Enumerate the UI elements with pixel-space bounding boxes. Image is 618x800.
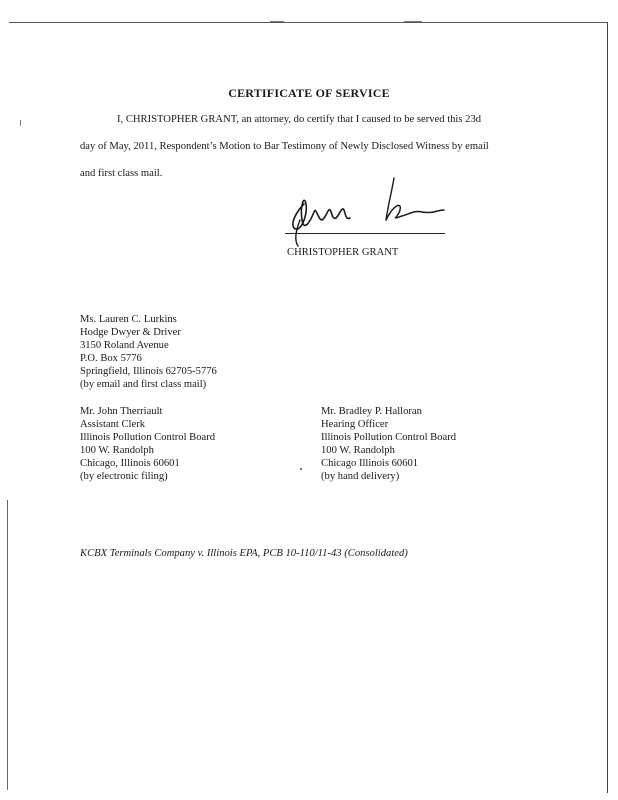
handwritten-signature [282,176,452,248]
address-line: 100 W. Randolph [80,445,154,457]
scan-mark [20,120,21,126]
address-line: Mr. John Therriault [80,406,163,417]
address-line: 100 W. Randolph [321,445,395,457]
address-line: (by electronic filing) [80,471,168,483]
address-line: Illinois Pollution Control Board [321,432,457,444]
body-line-3: and first class mail. [80,168,163,179]
address-line: Ms. Lauren C. Lurkins [80,314,177,325]
address-line: Chicago Illinois 60601 [321,458,419,470]
address-line: Assistant Clerk [80,419,146,431]
scan-mark [300,468,302,470]
scan-mark [270,21,284,22]
address-line: P.O. Box 5776 [80,353,142,365]
signature-name: CHRISTOPHER GRANT [287,247,399,258]
case-caption: KCBX Terminals Company v. Illinois EPA, PCB 10-110/11-43 (Consolidated) [80,548,408,559]
signature-line [285,233,445,234]
address-line: Hodge Dwyer & Driver [80,327,181,339]
address-line: Mr. Bradley P. Halloran [321,406,422,417]
recipient-lurkins [80,313,217,392]
body-line-1: I, CHRISTOPHER GRANT, an attorney, do certify that I caused to be served this 23d [117,114,482,125]
certificate-title: CERTIFICATE OF SERVICE [228,86,390,100]
address-line: (by hand delivery) [321,471,400,483]
address-line: Springfield, Illinois 62705-5776 [80,366,217,378]
address-line: 3150 Roland Avenue [80,340,169,352]
body-line-2: day of May, 2011, Respondent’s Motion to Bar Testimony of Newly Disclosed Witness by email [80,141,489,152]
scan-mark [404,21,422,22]
scan-edge [7,500,8,790]
address-line: Illinois Pollution Control Board [80,432,216,444]
address-line: (by email and first class mail) [80,379,207,391]
address-line: Hearing Officer [321,419,389,431]
address-line: Chicago, Illinois 60601 [80,458,180,470]
recipient-therriault [80,405,215,484]
recipient-halloran [321,405,456,484]
